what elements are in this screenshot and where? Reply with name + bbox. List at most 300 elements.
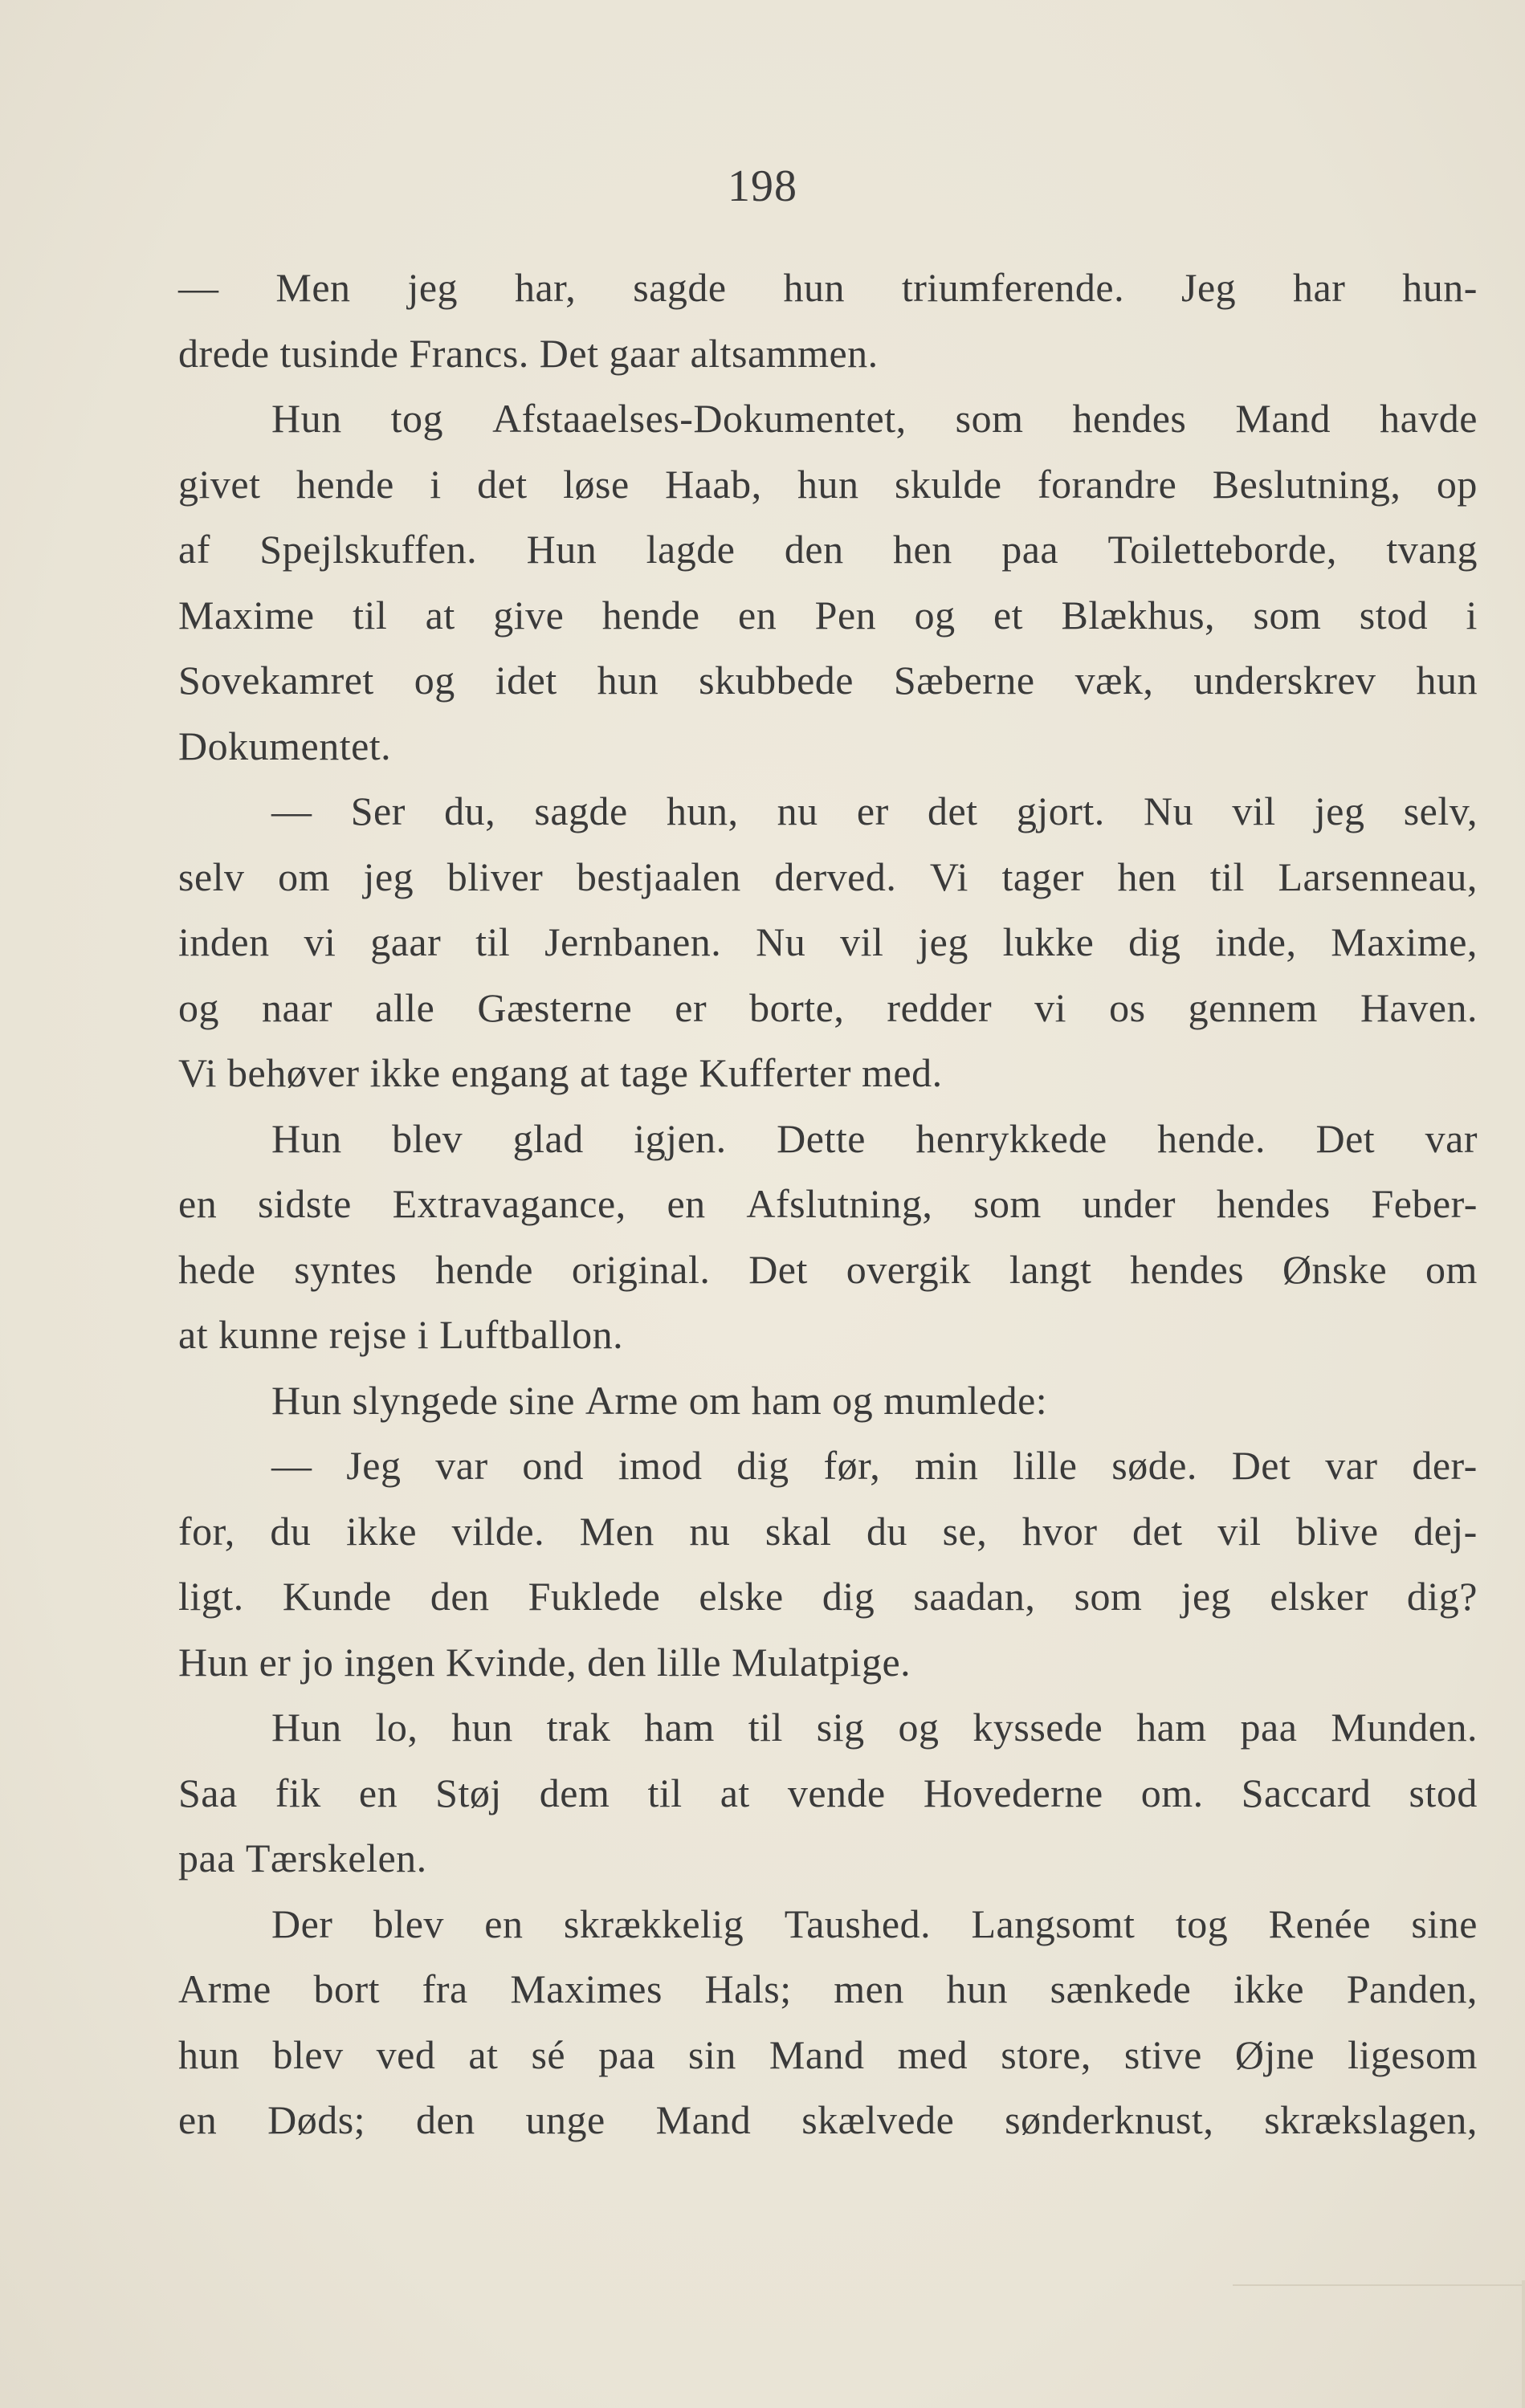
word: vi xyxy=(304,919,336,964)
word: paa xyxy=(1001,527,1059,572)
word: nu xyxy=(689,1508,731,1554)
word: hen xyxy=(893,527,952,572)
word: til xyxy=(1209,854,1245,899)
word: paa xyxy=(1240,1705,1298,1750)
word: hede xyxy=(178,1246,256,1292)
text-line xyxy=(178,517,1478,583)
word: hende xyxy=(601,592,700,638)
word: Afslutning, xyxy=(746,1181,933,1226)
word: det xyxy=(1132,1508,1183,1554)
word: elske xyxy=(699,1574,784,1619)
word: stive xyxy=(1123,2031,1202,2077)
body-text xyxy=(178,255,1478,2153)
word: Extravagance, xyxy=(392,1181,626,1226)
word: igjen. xyxy=(634,1115,727,1161)
word: Haab, xyxy=(665,461,762,507)
word: som xyxy=(955,396,1024,441)
word: hun xyxy=(783,265,845,310)
word: at xyxy=(425,592,455,638)
word: Fuklede xyxy=(528,1574,661,1619)
word: kunne xyxy=(218,1312,319,1357)
word: jeg xyxy=(918,919,968,964)
word: lo, xyxy=(375,1705,418,1750)
word: hun xyxy=(797,461,859,507)
word: Jernbanen. xyxy=(544,919,722,964)
word: skrækkelig xyxy=(563,1901,744,1946)
word: Taushed. xyxy=(784,1901,932,1946)
word: vil xyxy=(840,919,884,964)
word: bliver xyxy=(446,854,544,899)
word: sin xyxy=(688,2031,736,2077)
word: hende xyxy=(435,1246,533,1292)
word: og xyxy=(898,1705,940,1750)
text-line xyxy=(178,1041,1478,1106)
word: at xyxy=(580,1050,610,1095)
word: Kvinde, xyxy=(445,1639,577,1685)
word: skal xyxy=(765,1508,832,1554)
word: til xyxy=(353,592,388,638)
word: glad xyxy=(512,1115,584,1161)
page-edge-line xyxy=(1233,2284,1525,2286)
text-line xyxy=(178,1957,1478,2023)
word: ikke xyxy=(369,1050,441,1095)
word: gennem xyxy=(1188,984,1318,1030)
word: ligt. xyxy=(178,1574,244,1619)
word: Hals; xyxy=(704,1966,792,2011)
word: trak xyxy=(546,1705,611,1750)
text-line xyxy=(178,1237,1478,1303)
word: den xyxy=(415,2097,475,2142)
text-line xyxy=(178,845,1478,911)
word: elsker xyxy=(1270,1574,1368,1619)
text-line xyxy=(178,1826,1478,1892)
word: sine xyxy=(508,1377,575,1423)
word: vilde. xyxy=(451,1508,545,1554)
word: har xyxy=(1293,265,1346,310)
word: sine xyxy=(1411,1901,1478,1946)
word: redder xyxy=(887,984,993,1030)
word: ham xyxy=(644,1705,715,1750)
word: skulde xyxy=(894,461,1002,507)
word: om xyxy=(688,1377,741,1423)
word: et xyxy=(993,592,1024,638)
word: hen xyxy=(1117,854,1177,899)
text-line xyxy=(178,255,1478,321)
word: en xyxy=(738,592,777,638)
word: Maxime, xyxy=(1331,919,1478,964)
word: dej- xyxy=(1413,1508,1478,1554)
text-line xyxy=(178,779,1478,845)
word: Kunde xyxy=(282,1574,392,1619)
word: Jeg xyxy=(1180,265,1237,310)
word: Der xyxy=(271,1901,333,1946)
word: sænkede xyxy=(1050,1966,1192,2011)
word: nu xyxy=(777,788,818,833)
word: inde, xyxy=(1215,919,1297,964)
word: men xyxy=(834,1966,904,2011)
word: Hun xyxy=(178,1639,249,1685)
word: og xyxy=(178,984,219,1030)
word: om xyxy=(1425,1246,1478,1292)
word: ingen xyxy=(344,1639,435,1685)
word: Ser xyxy=(350,788,406,833)
word: jeg xyxy=(407,265,459,310)
word: skrækslagen, xyxy=(1264,2097,1478,2142)
word: tog xyxy=(390,396,444,441)
word: Gæsterne xyxy=(477,984,633,1030)
word: gaar xyxy=(609,330,680,376)
word: give xyxy=(493,592,565,638)
word: givet xyxy=(178,461,261,507)
text-line xyxy=(178,1171,1478,1237)
word: hun xyxy=(946,1966,1008,2011)
word: slyngede xyxy=(352,1377,499,1423)
word: du xyxy=(270,1508,312,1554)
word: Men xyxy=(275,265,351,310)
word: lagde xyxy=(646,527,736,572)
word: er xyxy=(675,984,707,1030)
page-number: 198 xyxy=(728,161,797,211)
word: sagde xyxy=(534,788,628,833)
word: langt xyxy=(1009,1246,1092,1292)
word: dig xyxy=(736,1443,789,1488)
text-line xyxy=(178,386,1478,452)
word: fik xyxy=(275,1770,321,1815)
word: en xyxy=(667,1181,706,1226)
word: Feber- xyxy=(1371,1181,1478,1226)
word: i xyxy=(417,1312,430,1357)
word: sidste xyxy=(257,1181,352,1226)
word: løse xyxy=(563,461,630,507)
word: lukke xyxy=(1002,919,1095,964)
word: selv xyxy=(178,854,245,899)
word: hendes xyxy=(1130,1246,1245,1292)
text-line xyxy=(178,1302,1478,1368)
word: lille xyxy=(656,1639,722,1685)
word: hun xyxy=(597,658,659,703)
word: tage xyxy=(620,1050,689,1095)
word: om xyxy=(278,854,330,899)
word: dig xyxy=(822,1574,875,1619)
word: Pen xyxy=(814,592,877,638)
word: den xyxy=(784,527,844,572)
word: unge xyxy=(525,2097,606,2142)
word: sé xyxy=(531,2031,566,2077)
word: Blækhus, xyxy=(1061,592,1216,638)
word: der- xyxy=(1412,1443,1478,1488)
word: Mulatpige. xyxy=(732,1639,911,1685)
word: Nu xyxy=(756,919,806,964)
word: hendes xyxy=(1216,1181,1331,1226)
word: stod xyxy=(1359,592,1429,638)
word: Men xyxy=(579,1508,654,1554)
word: forandre xyxy=(1037,461,1177,507)
word: syntes xyxy=(294,1246,398,1292)
text-line xyxy=(178,583,1478,649)
word: at xyxy=(720,1770,750,1815)
word: søde. xyxy=(1111,1443,1197,1488)
word: gaar xyxy=(370,919,442,964)
word: bort xyxy=(313,1966,381,2011)
word: for, xyxy=(178,1508,235,1554)
word: jeg xyxy=(1314,788,1365,833)
word: Dette xyxy=(777,1115,866,1161)
word: Arme xyxy=(585,1377,679,1423)
word: hun, xyxy=(666,788,739,833)
word: — xyxy=(271,1443,312,1488)
word: skælvede xyxy=(801,2097,955,2142)
text-line xyxy=(178,452,1478,518)
word: borte, xyxy=(749,984,845,1030)
word: — xyxy=(178,265,219,310)
text-line xyxy=(178,1695,1478,1761)
word: drede xyxy=(178,330,270,376)
word: at xyxy=(178,1312,209,1357)
word: Jeg xyxy=(346,1443,402,1488)
word: dig? xyxy=(1406,1574,1478,1619)
word: ved xyxy=(376,2031,436,2077)
word: blev xyxy=(272,2031,344,2077)
word: Langsomt xyxy=(971,1901,1136,1946)
word: sagde xyxy=(633,265,727,310)
word: tager xyxy=(1001,854,1084,899)
word: Hun xyxy=(271,1115,342,1161)
word: har, xyxy=(514,265,577,310)
word: inden xyxy=(178,919,270,964)
word: Sæberne xyxy=(893,658,1035,703)
word: vil xyxy=(1232,788,1276,833)
word: ikke xyxy=(1233,1966,1305,2011)
word: Døds; xyxy=(267,2097,366,2142)
word: — xyxy=(271,788,312,833)
word: Renée xyxy=(1268,1901,1372,1946)
page-edge-mark xyxy=(1522,2280,1525,2408)
text-line xyxy=(178,910,1478,976)
word: Saccard xyxy=(1241,1770,1372,1815)
word: hende. xyxy=(1157,1115,1266,1161)
word: Støj xyxy=(435,1770,502,1815)
word: en xyxy=(178,1181,218,1226)
word: hun xyxy=(178,2031,240,2077)
word: hvor xyxy=(1021,1508,1098,1554)
word: rejse xyxy=(328,1312,407,1357)
word: Munden. xyxy=(1331,1705,1478,1750)
word: selv, xyxy=(1403,788,1478,833)
word: Det xyxy=(539,330,599,376)
word: vil xyxy=(1217,1508,1262,1554)
word: ikke xyxy=(345,1508,418,1554)
word: engang xyxy=(451,1050,570,1095)
word: det xyxy=(477,461,528,507)
word: Maxime xyxy=(178,592,315,638)
text-line xyxy=(178,2023,1478,2088)
word: Arme xyxy=(178,1966,271,2011)
word: Det xyxy=(748,1246,808,1292)
word: Panden, xyxy=(1346,1966,1478,2011)
word: behøver xyxy=(227,1050,360,1095)
word: Saa xyxy=(178,1770,238,1815)
word: Mand xyxy=(769,2031,865,2077)
word: med xyxy=(897,2031,968,2077)
word: en xyxy=(484,1901,524,1946)
word: Hun xyxy=(271,396,342,441)
word: naar xyxy=(262,984,333,1030)
text-line xyxy=(178,976,1478,1041)
word: Luftballon. xyxy=(439,1312,624,1357)
word: mumlede: xyxy=(883,1377,1048,1423)
word: vi xyxy=(1034,984,1067,1030)
text-line xyxy=(178,1630,1478,1696)
word: Tærskelen. xyxy=(245,1836,427,1880)
word: op xyxy=(1436,461,1478,507)
word: blev xyxy=(392,1115,463,1161)
word: før, xyxy=(823,1443,881,1488)
text-line xyxy=(178,1564,1478,1630)
text-line xyxy=(178,1892,1478,1958)
word: er xyxy=(856,788,889,833)
word: Hun xyxy=(271,1377,342,1423)
word: idet xyxy=(495,658,557,703)
word: paa xyxy=(598,2031,656,2077)
word: som xyxy=(1253,592,1322,638)
word: min xyxy=(915,1443,979,1488)
text-line xyxy=(178,2088,1478,2153)
word: Mand xyxy=(1235,396,1331,441)
word: Spejlskuffen. xyxy=(259,527,478,572)
word: triumferende. xyxy=(901,265,1125,310)
word: saadan, xyxy=(913,1574,1036,1619)
word: i xyxy=(430,461,442,507)
text-line xyxy=(178,321,1478,387)
word: jeg xyxy=(363,854,414,899)
word: ligesom xyxy=(1348,2031,1478,2077)
word: var xyxy=(1425,1115,1478,1161)
word: var xyxy=(435,1443,488,1488)
text-line xyxy=(178,714,1478,780)
word: bestjaalen xyxy=(576,854,741,899)
word: Dokumentet. xyxy=(178,723,392,768)
word: Nu xyxy=(1143,788,1194,833)
text-line xyxy=(178,1499,1478,1565)
word: Vi xyxy=(178,1050,217,1095)
word: underskrev xyxy=(1193,658,1376,703)
word: paa xyxy=(178,1836,235,1880)
word: Hun xyxy=(526,527,597,572)
word: hendes xyxy=(1072,396,1187,441)
word: Ønske xyxy=(1282,1246,1388,1292)
text-line xyxy=(178,1433,1478,1499)
word: om. xyxy=(1140,1770,1204,1815)
word: Maximes xyxy=(510,1966,663,2011)
word: Toiletteborde, xyxy=(1107,527,1337,572)
word: med. xyxy=(862,1050,943,1095)
word: var xyxy=(1325,1443,1378,1488)
word: Det xyxy=(1315,1115,1376,1161)
word: den xyxy=(430,1574,490,1619)
word: Haven. xyxy=(1360,984,1478,1030)
word: dig xyxy=(1128,919,1181,964)
word: havde xyxy=(1380,396,1478,441)
word: til xyxy=(748,1705,783,1750)
word: under xyxy=(1082,1181,1176,1226)
word: hende xyxy=(296,461,394,507)
word: den xyxy=(587,1639,646,1685)
word: ham xyxy=(1136,1705,1207,1750)
word: hun- xyxy=(1402,265,1478,310)
text-line xyxy=(178,1106,1478,1172)
word: blive xyxy=(1296,1508,1379,1554)
text-line xyxy=(178,1368,1478,1434)
word: Vi xyxy=(929,854,968,899)
word: jo xyxy=(301,1639,334,1685)
word: hun xyxy=(1416,658,1478,703)
text-line xyxy=(178,1761,1478,1827)
word: Larsenneau, xyxy=(1278,854,1478,899)
word: er xyxy=(259,1639,292,1685)
word: tog xyxy=(1175,1901,1229,1946)
word: Det xyxy=(1231,1443,1291,1488)
word: henrykkede xyxy=(915,1115,1107,1161)
word: alle xyxy=(375,984,435,1030)
word: en xyxy=(178,2097,218,2142)
word: til xyxy=(647,1770,683,1815)
word: Beslutning, xyxy=(1212,461,1401,507)
word: lille xyxy=(1013,1443,1078,1488)
word: som xyxy=(1074,1574,1143,1619)
word: tusinde xyxy=(279,330,399,376)
word: Øjne xyxy=(1234,2031,1315,2077)
word: at xyxy=(468,2031,499,2077)
word: vende xyxy=(787,1770,886,1815)
word: store, xyxy=(1001,2031,1091,2077)
word: os xyxy=(1109,984,1146,1030)
word: Francs. xyxy=(409,330,529,376)
word: hun xyxy=(451,1705,513,1750)
word: jeg xyxy=(1180,1574,1232,1619)
word: kyssede xyxy=(972,1705,1103,1750)
word: fra xyxy=(422,1966,468,2011)
word: se, xyxy=(942,1508,988,1554)
word: derved. xyxy=(774,854,897,899)
word: det xyxy=(927,788,978,833)
word: ham xyxy=(751,1377,822,1423)
word: og xyxy=(414,658,455,703)
word: du xyxy=(866,1508,908,1554)
word: Mand xyxy=(655,2097,752,2142)
word: i xyxy=(1466,592,1478,638)
word: skubbede xyxy=(699,658,854,703)
word: sig xyxy=(816,1705,865,1750)
word: dem xyxy=(539,1770,610,1815)
word: sønderknust, xyxy=(1005,2097,1214,2142)
word: overgik xyxy=(846,1246,972,1292)
word: Sovekamret xyxy=(178,658,374,703)
word: stod xyxy=(1409,1770,1478,1815)
word: altsammen. xyxy=(690,330,879,376)
word: du, xyxy=(444,788,496,833)
word: tvang xyxy=(1386,527,1478,572)
word: af xyxy=(178,527,210,572)
word: og xyxy=(832,1377,874,1423)
word: Afstaaelses-Dokumentet, xyxy=(492,396,907,441)
word: en xyxy=(358,1770,398,1815)
word: imod xyxy=(618,1443,703,1488)
word: ond xyxy=(522,1443,584,1488)
word: og xyxy=(914,592,956,638)
word: Hun xyxy=(271,1705,342,1750)
word: til xyxy=(475,919,511,964)
word: som xyxy=(973,1181,1042,1226)
